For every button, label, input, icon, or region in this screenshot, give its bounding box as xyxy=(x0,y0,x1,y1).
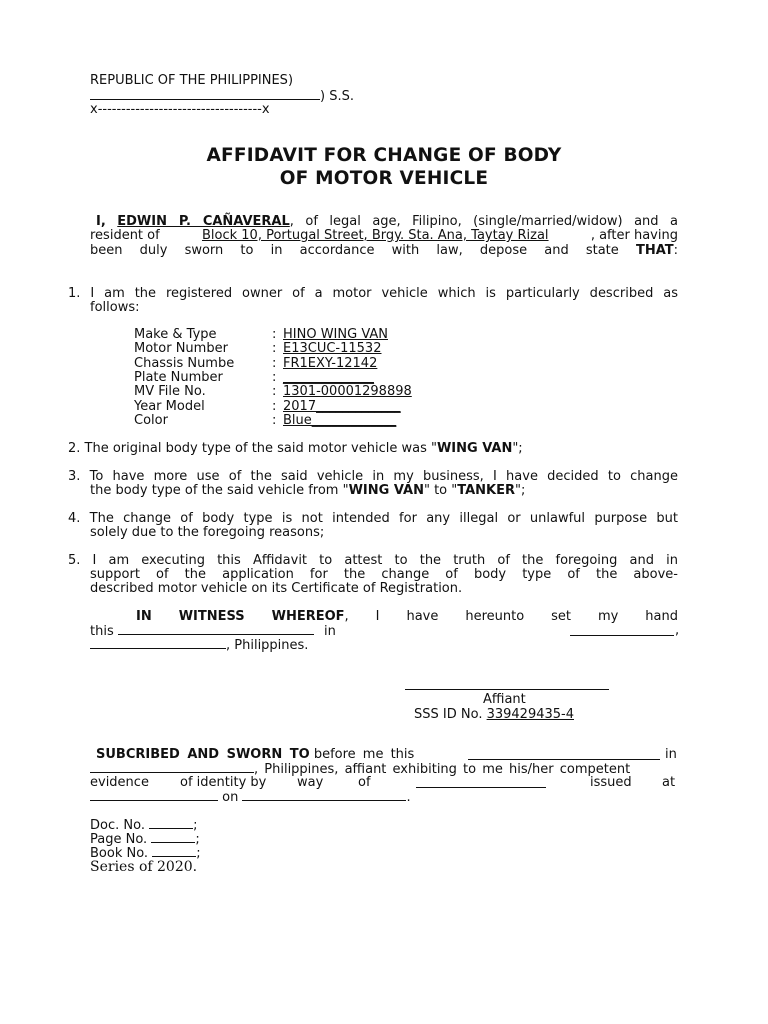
item2-line xyxy=(68,441,523,456)
item4-line1: 4. The change of body type is not intended for any illegal or unlawful purpose but xyxy=(68,511,678,526)
book-no-label: Book No. xyxy=(90,846,149,861)
item3-line1: 3. To have more use of the said vehicle in my business, I have decided to change xyxy=(68,469,678,484)
jurat-of-identity: of identity by xyxy=(180,775,267,790)
item3-from-type: WING VAN xyxy=(348,483,424,498)
jurat-issue-date-blank xyxy=(242,789,406,801)
witness-whereof-group: WHEREOF, xyxy=(271,609,349,624)
vehicle-field-value: E13CUC-11532 xyxy=(283,341,382,357)
jurat-evidence: evidence xyxy=(90,775,149,790)
item5-line3: described motor vehicle on its Certificate of Registration. xyxy=(90,581,463,596)
intro-after-name: , of legal age, Filipino, (single/married/widow) and a xyxy=(289,214,678,229)
item3-mid: " to " xyxy=(423,483,458,498)
jurat-period: . xyxy=(406,790,411,805)
vehicle-field-row xyxy=(134,385,412,400)
jurat-date-blank xyxy=(468,748,660,760)
item1-line1: 1. I am the registered owner of a motor vehicle which is particularly described as xyxy=(68,286,678,301)
ss-text: ) S.S. xyxy=(320,89,354,104)
vehicle-field-colon: : xyxy=(272,412,277,428)
vehicle-field-label: Chassis Numbe xyxy=(134,355,235,371)
jurat-at: at xyxy=(662,775,676,790)
jurat-line1 xyxy=(96,747,678,762)
republic-line: REPUBLIC OF THE PHILIPPINES) xyxy=(90,73,294,88)
item3-to-type: TANKER xyxy=(457,483,516,498)
sss-line xyxy=(414,707,574,722)
vehicle-field-value: FR1EXY-12142 xyxy=(283,355,378,371)
jurat-city-blank xyxy=(90,761,254,773)
date-blank xyxy=(118,623,314,635)
venue-blank xyxy=(90,88,320,100)
affiant-label: Affiant xyxy=(483,692,526,707)
sss-label: SSS ID No. xyxy=(414,707,483,722)
doc-no-label: Doc. No. xyxy=(90,818,145,833)
page-no-blank xyxy=(151,831,195,843)
vehicle-field-colon: : xyxy=(272,327,277,342)
vehicle-field-label: Make & Type xyxy=(134,327,217,342)
item2-old-body-type: WING VAN xyxy=(436,441,513,456)
page-no-line: Page No. ; xyxy=(90,832,200,847)
vehicle-field-colon: : xyxy=(272,384,277,400)
witness-in: IN xyxy=(136,609,152,624)
witness-this: this xyxy=(90,624,114,639)
vehicle-field-label: Color xyxy=(134,412,168,428)
doc-no-blank xyxy=(149,817,193,829)
item2-pre: 2. The original body type of the said motor vehicle was " xyxy=(68,441,437,456)
vehicle-field-label: Plate Number xyxy=(134,369,223,385)
affiant-name: EDWIN P. CAÑAVERAL xyxy=(117,214,290,229)
jurat-before: before me this xyxy=(313,747,415,762)
witness-comma: , xyxy=(675,623,680,638)
book-no-line: Book No. ; xyxy=(90,846,201,861)
vehicle-field-colon: : xyxy=(272,398,277,414)
book-no-blank xyxy=(152,845,196,857)
jurat-line3 xyxy=(90,775,678,790)
sworn-text: been duly sworn to in accordance with law, depose and state xyxy=(90,243,619,258)
intro-line2 xyxy=(90,228,678,243)
vehicle-field-label: Motor Number xyxy=(134,341,228,357)
vehicle-field-value: 1301-00001298898 xyxy=(283,384,412,400)
jurat-line4 xyxy=(90,789,411,805)
intro-i: I, xyxy=(96,214,106,229)
item5-line1: 5. I am executing this Affidavit to attest to the truth of the foregoing and in xyxy=(68,553,678,568)
vehicle-field-colon: : xyxy=(272,369,277,385)
jurat-issue-place-blank xyxy=(90,789,218,801)
vehicle-field-value: ______________ xyxy=(283,369,374,385)
vehicle-field-colon: : xyxy=(272,341,277,357)
place-blank xyxy=(570,624,674,636)
witness-line1: IN WITNESS WHEREOF, I have hereunto set my hand xyxy=(136,609,678,624)
witness-whereof: WHEREOF xyxy=(271,609,345,624)
resident-of-text: resident of xyxy=(90,228,160,243)
jurat-id-blank xyxy=(416,776,546,788)
item3-line2 xyxy=(90,483,525,498)
vehicle-field-colon: : xyxy=(272,355,277,371)
that-text: THAT xyxy=(635,243,674,258)
item2-post: "; xyxy=(512,441,523,456)
vehicle-field-label: Year Model xyxy=(134,398,205,414)
x-divider: x-----------------------------------x xyxy=(90,102,270,117)
document-title-line2: OF MOTOR VEHICLE xyxy=(279,168,489,189)
jurat-of: of xyxy=(358,775,371,790)
jurat-line2-text: , Philippines, affiant exhibiting to me his/her competent xyxy=(254,762,631,777)
witness-philippines: , Philippines. xyxy=(226,638,309,653)
jurat-in: in xyxy=(665,747,677,762)
item3-pre: the body type of the said vehicle from " xyxy=(90,483,349,498)
item3-post: "; xyxy=(515,483,526,498)
after-address-text: , after having xyxy=(590,228,678,243)
item1-line2: follows: xyxy=(90,300,140,315)
witness-line3 xyxy=(90,637,308,653)
document-title-line1: AFFIDAVIT FOR CHANGE OF BODY xyxy=(206,145,562,166)
witness-in2: in xyxy=(324,624,336,639)
vehicle-field-value: 2017_____________ xyxy=(283,398,401,414)
series-line: Series of 2020. xyxy=(90,859,198,875)
vehicle-field-value: Blue_____________ xyxy=(283,412,397,428)
jurat-on: on xyxy=(222,790,239,805)
page-no-label: Page No. xyxy=(90,832,148,847)
item4-line2: solely due to the foregoing reasons; xyxy=(90,525,325,540)
city-blank xyxy=(90,637,226,649)
jurat-issued: issued xyxy=(590,775,632,790)
doc-no-line: Doc. No. ; xyxy=(90,818,198,833)
colon-text: : xyxy=(673,243,679,258)
sss-number: 339429435-4 xyxy=(486,707,574,722)
vehicle-field-row xyxy=(134,414,396,429)
vehicle-field-label: MV File No. xyxy=(134,384,206,400)
intro-line1 xyxy=(96,214,678,229)
jurat-way: way xyxy=(297,775,324,790)
intro-line3 xyxy=(90,243,678,258)
signature-blank xyxy=(405,678,609,690)
jurat-subscribed: SUBCRIBED AND SWORN TO xyxy=(96,747,310,762)
witness-word: WITNESS xyxy=(178,609,245,624)
vehicle-field-value: HINO WING VAN xyxy=(283,327,388,342)
address-text: Block 10, Portugal Street, Brgy. Sta. Ana, Taytay Rizal xyxy=(201,228,549,243)
item5-line2: support of the application for the change of body type of the above- xyxy=(90,567,678,582)
